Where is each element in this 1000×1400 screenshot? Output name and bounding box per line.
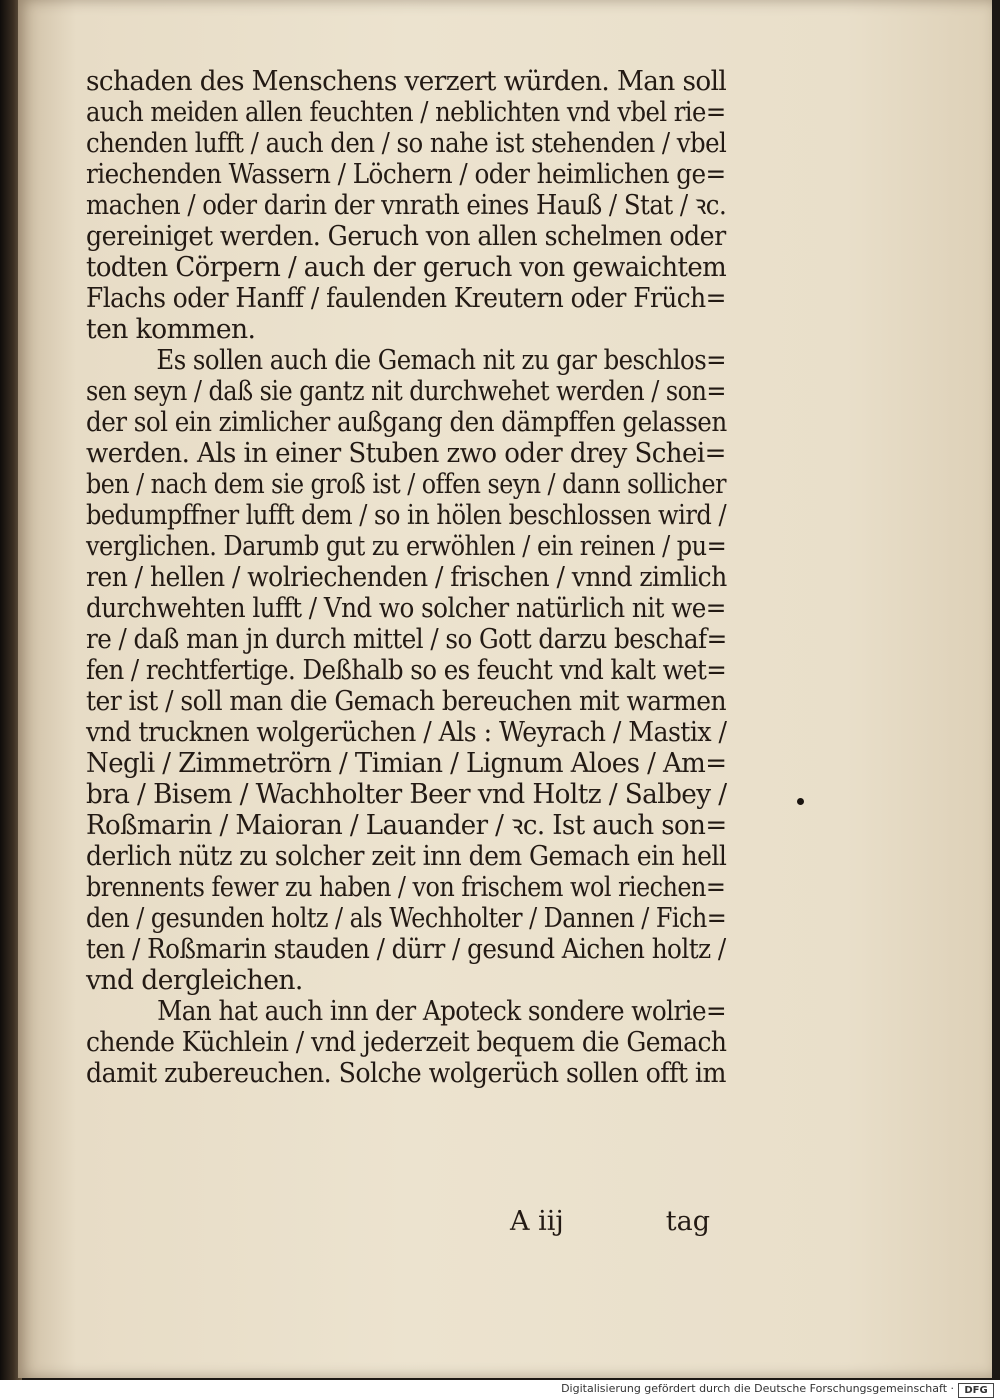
text-line: der sol ein zimlicher außgang den dämpffen gelassen (86, 407, 727, 438)
text-line: Flachs oder Hanff / faulenden Kreutern oder Früch= (86, 283, 726, 314)
text-line: Roßmarin / Maioran / Lauander / ꝛc. Ist auch son= (86, 810, 727, 841)
digitization-footer (0, 1380, 1000, 1400)
text-line: riechenden Wassern / Löchern / oder heimlichen ge= (86, 159, 726, 190)
dfg-logo: DFG (958, 1383, 994, 1398)
text-line: Es sollen auch die Gemach nit zu gar beschlos= (156, 345, 727, 376)
text-line: den / gesunden holtz / als Wechholter / Dannen / Fich= (86, 903, 727, 934)
text-line: ter ist / soll man die Gemach bereuchen mit warmen (86, 686, 726, 717)
text-line: gereiniget werden. Geruch von allen schelmen oder (86, 221, 726, 252)
text-line: ren / hellen / wolriechenden / frischen / vnnd zimlich (86, 562, 727, 593)
text-line: re / daß man jn durch mittel / so Gott darzu beschaf= (86, 624, 727, 655)
text-line: chenden lufft / auch den / so nahe ist stehenden / vbel (86, 128, 727, 159)
text-line: ten kommen. (86, 314, 256, 345)
signature-mark: A iij (510, 1206, 564, 1237)
text-line: werden. Als in einer Stuben zwo oder drey Schei= (86, 438, 726, 469)
text-line: bedumpffner lufft dem / so in hölen beschlossen wird / (86, 500, 727, 531)
page-footer-line (510, 1206, 710, 1240)
book-page (18, 0, 992, 1378)
text-line: bra / Bisem / Wachholter Beer vnd Holtz / Salbey / (86, 779, 727, 810)
text-line: Negli / Zimmetrörn / Timian / Lignum Aloes / Am= (86, 748, 727, 779)
catchword: tag (665, 1206, 710, 1237)
text-line: chende Küchlein / vnd jederzeit bequem die Gemach (86, 1027, 727, 1058)
text-line: vnd dergleichen. (86, 965, 303, 996)
text-line: derlich nütz zu solcher zeit inn dem Gemach ein hell (86, 841, 727, 872)
text-line: machen / oder darin der vnrath eines Hauß / Stat / ꝛc. (86, 190, 727, 221)
text-line: schaden des Menschens verzert würden. Man soll (86, 66, 727, 97)
funding-credit: Digitalisierung gefördert durch die Deutsche Forschungsgemeinschaft · (561, 1382, 954, 1395)
ink-spot (797, 798, 804, 805)
text-line: Man hat auch inn der Apoteck sondere wolrie= (157, 996, 727, 1027)
text-line: sen seyn / daß sie gantz nit durchwehet werden / son= (86, 376, 726, 407)
text-line: auch meiden allen feuchten / neblichten vnd vbel rie= (86, 97, 726, 128)
page-text-block (86, 66, 736, 1089)
text-line: durchwehten lufft / Vnd wo solcher natürlich nit we= (86, 593, 726, 624)
text-line: damit zubereuchen. Solche wolgerüch sollen offt im (86, 1058, 726, 1089)
text-line: brennents fewer zu haben / von frischem wol riechen= (86, 872, 726, 903)
text-line: ben / nach dem sie groß ist / offen seyn / dann sollicher (86, 469, 726, 500)
text-line: vnd trucknen wolgerüchen / Als : Weyrach / Mastix / (86, 717, 727, 748)
text-line: todten Cörpern / auch der geruch von gewaichtem (86, 252, 727, 283)
text-line: verglichen. Darumb gut zu erwöhlen / ein reinen / pu= (86, 531, 727, 562)
text-line: fen / rechtfertige. Deßhalb so es feucht vnd kalt wet= (86, 655, 727, 686)
text-line: ten / Roßmarin stauden / dürr / gesund Aichen holtz / (86, 934, 726, 965)
